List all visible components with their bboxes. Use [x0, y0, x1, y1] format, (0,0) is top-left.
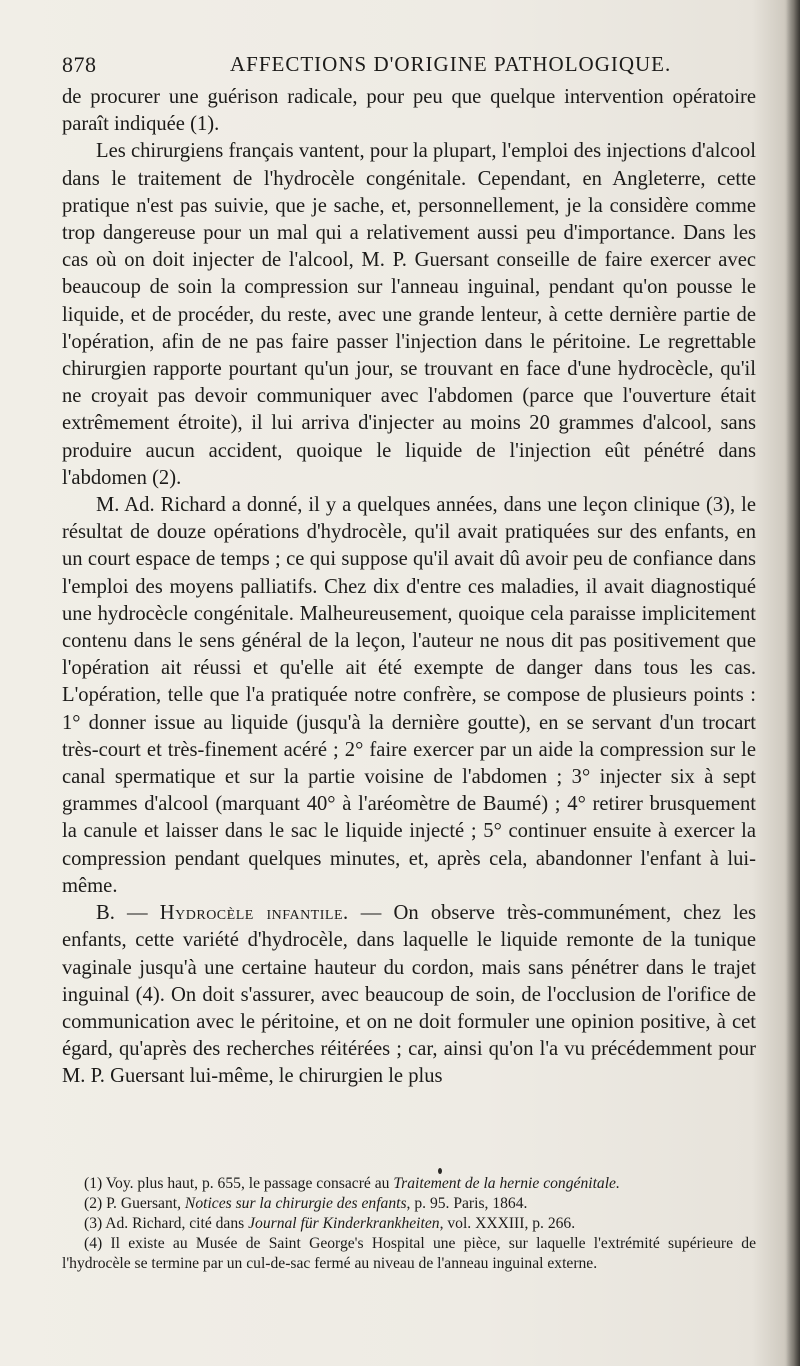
footnote-2: [62, 1194, 756, 1214]
footnote-4: (4) Il existe au Musée de Saint George's Hospital une pièce, sur laquelle l'extrémité supérieure de l'hydrocèle se termine par un cul-de-sac fermé au niveau de l'anneau inguinal externe.: [62, 1235, 756, 1272]
section-heading: Hydrocèle infantile.: [159, 902, 349, 925]
footnote-2-title: Notices sur la chirurgie des enfants: [184, 1195, 407, 1212]
page-header: [62, 52, 762, 82]
footnotes: [62, 1174, 756, 1274]
running-head: AFFECTIONS D'ORIGINE PATHOLOGIQUE.: [230, 52, 672, 76]
footnote-1-title: Traitement de la hernie congénitale.: [393, 1175, 620, 1192]
paragraph-1: de procurer une guérison radicale, pour peu que quelque intervention opératoire paraît indiquée (1).: [62, 86, 756, 136]
footnote-2-author: (2) P. Guersant,: [84, 1195, 185, 1212]
page-number: 878: [62, 52, 97, 77]
paragraph-2: Les chirurgiens français vantent, pour la plupart, l'emploi des injections d'alcool dans le traitement de l'hydrocèle congénitale. Cependant, en Angleterre, cette pratique n'est pas suivie, que je sache, et, personnellement, je la considère comme trop dangereuse pour un mal qui a relativement aussi peu d'importance. Dans les cas où on doit injecter de l'alcool, M. P. Guersant conseille de faire exercer avec beaucoup de soin la compression sur l'anneau inguinal, pendant qu'on pousse le liquide, et de procéder, du reste, avec une grande lenteur, à cette dernière partie de l'opération, afin de ne pas faire passer l'injection dans le péritoine. Le regrettable chirurgien rapporte pourtant qu'un jour, se trouvant en face d'une hydrocècle, qu'il ne croyait pas devoir communiquer avec l'abdomen (parce que l'ouverture était extrêmement étroite), il lui arriva d'injecter au moins 20 grammes d'alcool, sans produire aucun accident, quoique le liquide de l'injection eût pénétré dans l'abdomen (2).: [62, 140, 756, 489]
paragraph-4: [62, 900, 756, 1090]
body-text: [62, 84, 756, 1091]
footnote-3-title: Journal für Kinderkrankheiten: [248, 1215, 440, 1232]
footnote-3-author: (3) Ad. Richard, cité dans: [84, 1215, 249, 1232]
footnote-2-ref: , p. 95. Paris, 1864.: [406, 1195, 528, 1212]
paragraph-3: M. Ad. Richard a donné, il y a quelques années, dans une leçon clinique (3), le résultat de douze opérations d'hydrocèle, qu'il avait pratiquées sur des enfants, en un court espace de temps ; ce qui suppose qu'il avait dû avoir peu de confiance dans l'emploi des moyens palliatifs. Chez dix d'entre ces maladies, il avait diagnostiqué une hydrocècle congénitale. Malheureusement, quoique cela paraisse implicitement contenu dans le sens général de la leçon, l'auteur ne nous dit pas positivement que l'opération ait réussi et qu'elle ait été exempte de danger dans tous les cas. L'opération, telle que l'a pratiquée notre confrère, se compose de plusieurs points : 1° donner issue au liquide (jusqu'à la dernière goutte), en se servant d'un trocart très-court et très-finement acéré ; 2° faire exercer par un aide la compression sur le canal spermatique et sur la partie voisine de l'abdomen ; 3° injecter six à sept grammes d'alcool (marquant 40° à l'aréomètre de Baumé) ; 4° retirer brusquement la canule et laisser dans le sac le liquide injecté ; 5° continuer ensuite à exercer la compression pendant quelques minutes, et, après cela, abandonner l'enfant à lui-même.: [62, 494, 756, 897]
footnote-1-text: (1) Voy. plus haut, p. 655, le passage consacré au: [84, 1175, 394, 1192]
page-binding-edge: [786, 0, 800, 1366]
footnote-3: [62, 1214, 756, 1234]
footnote-3-ref: , vol. XXXIII, p. 266.: [439, 1215, 576, 1232]
footnote-1: [62, 1174, 756, 1194]
paragraph-4-text: — On observe très-communément, chez les enfants, cette variété d'hydrocèle, dans laquelle le liquide remonte de la tunique vaginale jusqu'à une certaine hauteur du cordon, mais sans pénétrer dans le trajet inguinal (4). On doit s'assurer, avec beaucoup de soin, de l'occlusion de l'orifice de communication avec le péritoine, et on ne doit formuler une opinion positive, à cet égard, qu'après des recherches réitérées ; car, ainsi qu'on l'a vu précédemment pour M. P. Guersant lui-même, le chirurgien le plus: [62, 902, 757, 1088]
section-label: B. —: [96, 902, 160, 925]
